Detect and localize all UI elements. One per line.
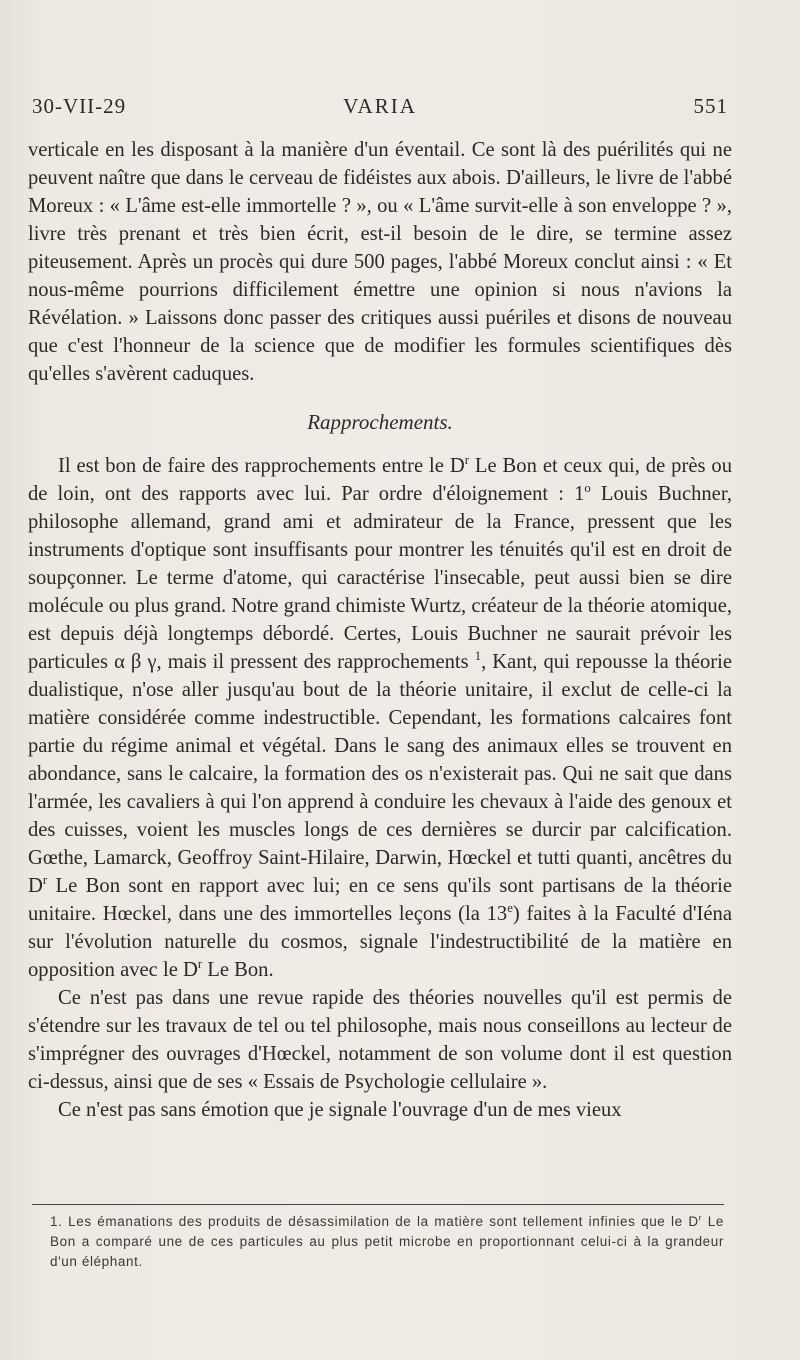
footnote <box>50 1212 724 1272</box>
superscript: r <box>698 1212 703 1223</box>
paragraph-2-text: Louis Buchner, philosophe allemand, grand ami et admirateur de la France, pressent que les instruments d'optique sont insuffisants pour montrer les ténuités qu'il est en droit de soupçonner. Le terme d'atome, qui caractérise l'insecable, peut aussi bien se dire molécule ou plus grand. Notre grand chimiste Wurtz, créateur de la théorie atomique, est depuis déjà longtemps débordé. Certes, Louis Buchner ne saurait prévoir les particules α β γ, mais il pressent des rapprochements <box>28 483 732 673</box>
paragraph-2-text: Le Bon et ceux qui, de près ou de loin, ont des rapports avec lui. Par ordre d'éloignement : 1 <box>28 455 732 505</box>
paragraph-2-text: Le Bon sont en rapport avec lui; en ce sens qu'ils sont partisans de la théorie unitaire. Hœckel, dans une des immortelles leçons (la 13 <box>28 875 732 925</box>
superscript: o <box>584 481 591 496</box>
running-header <box>32 94 728 124</box>
paragraph-2-text: Il est bon de faire des rapprochements entre le D <box>58 455 465 477</box>
header-section-title: VARIA <box>343 94 417 118</box>
section-heading: Rapprochements. <box>307 410 453 434</box>
superscript: r <box>197 957 203 972</box>
body-text <box>28 136 732 1124</box>
footnote-reference: 1 <box>474 649 482 664</box>
footnote-text: 1. Les émanations des produits de désassimilation de la matière sont tellement infinies que le D <box>50 1214 699 1229</box>
paragraph-4: Ce n'est pas sans émotion que je signale l'ouvrage d'un de mes vieux <box>58 1099 622 1121</box>
paragraph-2-text: ) faites à la Faculté d'Iéna sur l'évolution naturelle du cosmos, signale l'indestructibilité de la matière en opposition avec le D <box>28 903 732 981</box>
header-date: 30-VII-29 <box>32 94 127 118</box>
paragraph-2-text: , Kant, qui repousse la théorie dualistique, n'ose aller jusqu'au bout de la théorie unitaire, il exclut de celle-ci la matière considérée comme indestructible. Cependant, les formations calcaires font partie du régime animal et végétal. Dans le sang des animaux elles se trouvent en abondance, sans le calcaire, la formation des os n'existerait pas. Qui ne sait que dans l'armée, les cavaliers à qui l'on apprend à conduire les chevaux à l'aide des genoux et des cuisses, voient les muscles longs de ces dernières se durcir par calcification. Gœthe, Lamarck, Geoffroy Saint-Hilaire, Darwin, Hœckel et tutti quanti, ancêtres du D <box>28 651 733 897</box>
paragraph-1: verticale en les disposant à la manière d'un éventail. Ce sont là des puérilités qui ne peuvent naître que dans le cerveau de fidéistes aux abois. D'ailleurs, le livre de l'abbé Moreux : « L'âme est-elle immortelle ? », ou « L'âme survit-elle à son enveloppe ? », livre très prenant et très bien écrit, est-il besoin de le dire, se termine assez piteusement. Après un procès qui dure 500 pages, l'abbé Moreux conclut ainsi : « Et nous-même pourrions difficilement émettre une opinion si nous n'avions la Révélation. » Laissons donc passer des critiques aussi puériles et disons de nouveau que c'est l'honneur de la science que de modifier les formules scientifiques dès qu'elles s'avèrent caduques. <box>28 139 732 385</box>
footnote-divider <box>32 1204 724 1205</box>
paragraph-2 <box>28 452 732 984</box>
superscript: r <box>464 453 469 468</box>
superscript: r <box>42 873 48 888</box>
paragraph-3: Ce n'est pas dans une revue rapide des théories nouvelles qu'il est permis de s'étendre sur les travaux de tel ou tel philosophe, mais nous conseillons au lecteur de s'imprégner des ouvrages d'Hœckel, notamment de son volume dont il est question ci-dessus, ainsi que de ses « Essais de Psychologie cellulaire ». <box>28 987 732 1093</box>
page-number: 551 <box>693 94 728 118</box>
paragraph-2-text: Le Bon. <box>202 959 274 981</box>
footnote-text: Le Bon a comparé une de ces particules au plus petit microbe en proportionnant celui-ci à la grandeur d'un éléphant. <box>50 1214 724 1269</box>
superscript: e <box>507 901 513 916</box>
